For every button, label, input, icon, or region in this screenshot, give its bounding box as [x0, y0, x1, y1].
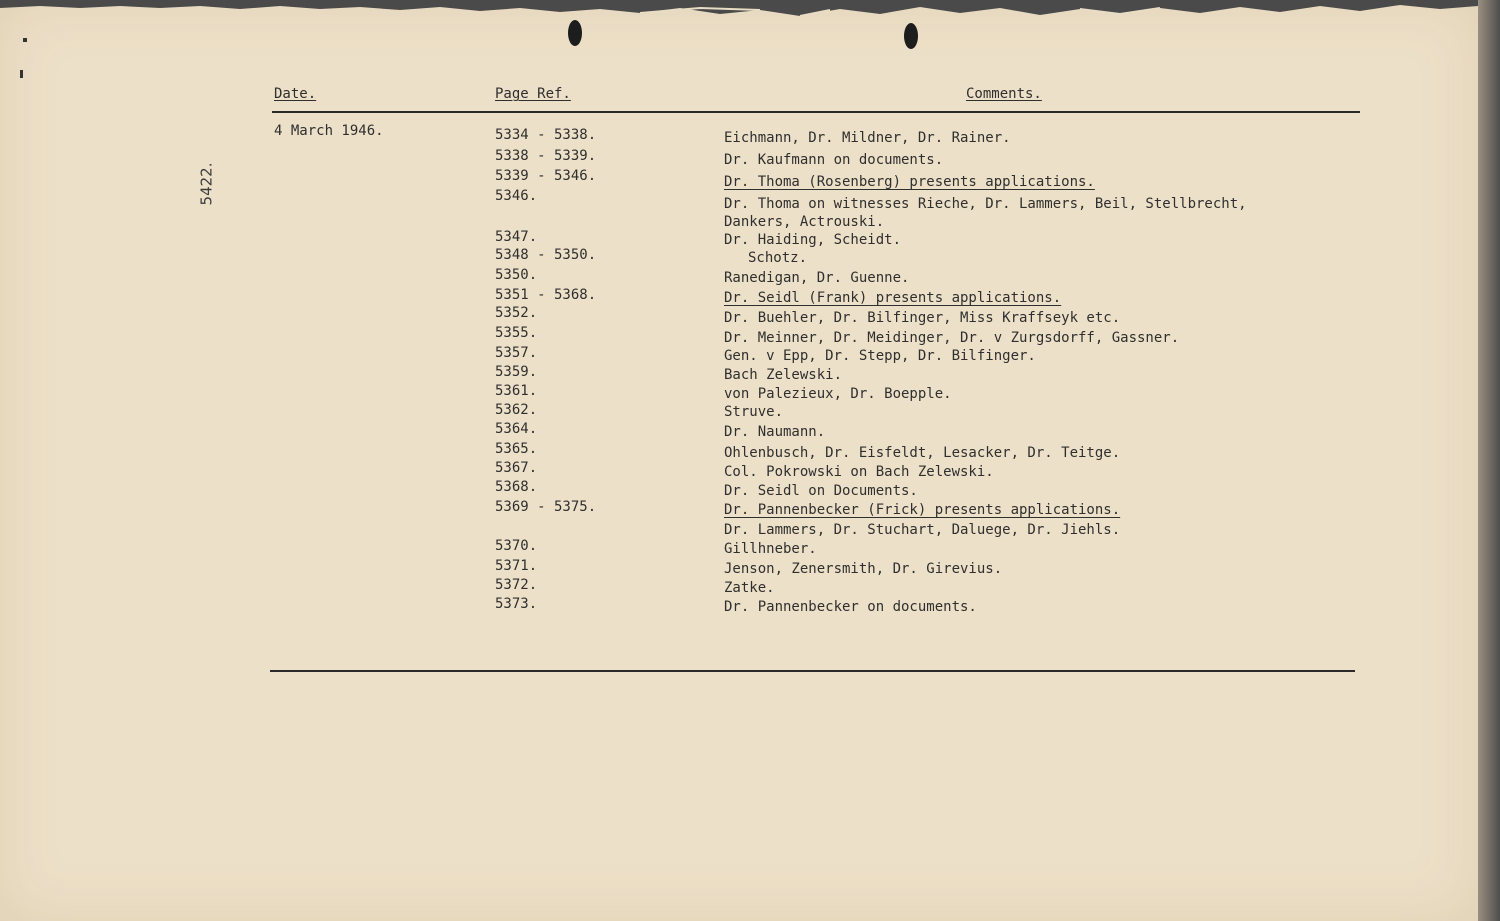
comment-cell: Jenson, Zenersmith, Dr. Girevius.	[724, 561, 1003, 577]
page-ref-cell: 5368.	[495, 479, 538, 495]
comment-cell: Dr. Pannenbecker on documents.	[724, 599, 977, 615]
page-ref-cell: 5338 - 5339.	[495, 148, 597, 164]
comment-cell: Dr. Seidl (Frank) presents applications.	[724, 290, 1062, 306]
comment-cell: Gillhneber.	[724, 541, 817, 557]
comment-cell: Dankers, Actrouski.	[724, 214, 885, 230]
comment-cell: Dr. Haiding, Scheidt.	[724, 232, 902, 248]
comment-cell: Gen. v Epp, Dr. Stepp, Dr. Bilfinger.	[724, 348, 1036, 364]
punch-hole-left	[568, 20, 582, 46]
page-ref-cell: 5369 - 5375.	[495, 499, 597, 515]
page-ref-cell: 5373.	[495, 596, 538, 612]
page-edge-shadow	[1478, 0, 1500, 921]
page-ref-cell: 5347.	[495, 229, 538, 245]
punch-hole-right	[904, 23, 918, 49]
comment-cell: Dr. Buehler, Dr. Bilfinger, Miss Kraffseyk etc.	[724, 310, 1121, 326]
margin-page-number: 5422.	[197, 162, 216, 206]
margin-mark	[23, 38, 27, 42]
comment-cell: Zatke.	[724, 580, 775, 596]
header-page-ref: Page Ref.	[495, 86, 571, 102]
page-ref-cell: 5351 - 5368.	[495, 287, 597, 303]
page-ref-cell: 5365.	[495, 441, 538, 457]
comment-cell: Dr. Thoma on witnesses Rieche, Dr. Lammers, Beil, Stellbrecht,	[724, 196, 1247, 212]
page-ref-cell: 5367.	[495, 460, 538, 476]
page-ref-cell: 5346.	[495, 188, 538, 204]
comment-cell: Dr. Meinner, Dr. Meidinger, Dr. v Zurgsdorff, Gassner.	[724, 330, 1180, 346]
page-ref-cell: 5370.	[495, 538, 538, 554]
entry-date: 4 March 1946.	[274, 123, 384, 139]
comment-cell: Ohlenbusch, Dr. Eisfeldt, Lesacker, Dr. Teitge.	[724, 445, 1121, 461]
footer-rule	[270, 670, 1355, 672]
comment-cell: Dr. Kaufmann on documents.	[724, 152, 944, 168]
page-ref-cell: 5357.	[495, 345, 538, 361]
page-ref-cell: 5339 - 5346.	[495, 168, 597, 184]
comment-cell: Col. Pokrowski on Bach Zelewski.	[724, 464, 994, 480]
torn-top-edge	[0, 0, 1478, 22]
comment-cell: Dr. Naumann.	[724, 424, 826, 440]
header-rule	[272, 111, 1360, 113]
page-ref-cell: 5372.	[495, 577, 538, 593]
comment-cell: Dr. Seidl on Documents.	[724, 483, 918, 499]
comment-cell: Bach Zelewski.	[724, 367, 843, 383]
comment-cell: Dr. Pannenbecker (Frick) presents applications.	[724, 502, 1121, 518]
comment-cell: Schotz.	[748, 250, 808, 266]
page-ref-cell: 5361.	[495, 383, 538, 399]
page-ref-cell: 5352.	[495, 305, 538, 321]
page-ref-cell: 5371.	[495, 558, 538, 574]
header-date: Date.	[274, 86, 317, 102]
comment-cell: von Palezieux, Dr. Boepple.	[724, 386, 952, 402]
comment-cell: Eichmann, Dr. Mildner, Dr. Rainer.	[724, 130, 1011, 146]
margin-mark	[20, 70, 23, 78]
comment-cell: Ranedigan, Dr. Guenne.	[724, 270, 910, 286]
page-ref-cell: 5334 - 5338.	[495, 127, 597, 143]
comment-cell: Dr. Thoma (Rosenberg) presents applications.	[724, 174, 1095, 190]
page-ref-cell: 5350.	[495, 267, 538, 283]
page-ref-cell: 5355.	[495, 325, 538, 341]
page-ref-cell: 5364.	[495, 421, 538, 437]
page-ref-cell: 5348 - 5350.	[495, 247, 597, 263]
comment-cell: Struve.	[724, 404, 784, 420]
header-comments: Comments.	[966, 86, 1042, 102]
comment-cell: Dr. Lammers, Dr. Stuchart, Daluege, Dr. Jiehls.	[724, 522, 1121, 538]
page-ref-cell: 5362.	[495, 402, 538, 418]
page-ref-cell: 5359.	[495, 364, 538, 380]
